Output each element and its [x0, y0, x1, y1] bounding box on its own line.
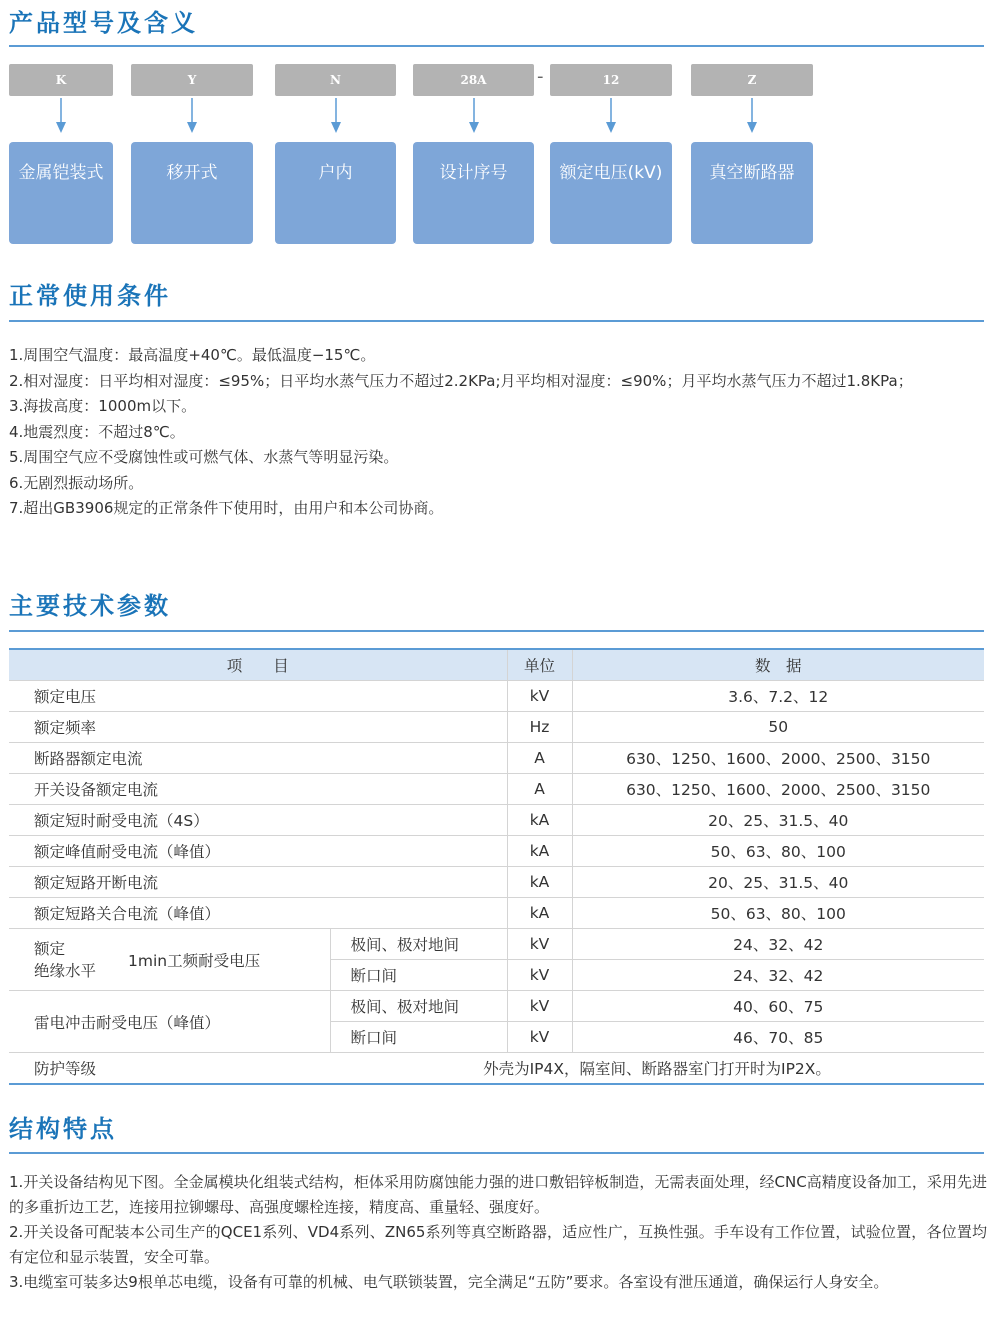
conditions-section-title: 正常使用条件	[9, 282, 171, 310]
table-row	[9, 743, 984, 774]
row-item: 额定电压	[9, 681, 507, 712]
table-row	[9, 929, 984, 960]
power-frequency-label: 1min工频耐受电压	[128, 951, 261, 970]
table-row	[9, 805, 984, 836]
sub-item: 极间、极对地间	[330, 929, 507, 960]
row-unit: A	[507, 743, 572, 774]
lightning-impulse-label: 雷电冲击耐受电压（峰值）	[9, 991, 330, 1053]
code-box-n: N	[275, 64, 396, 96]
arrow-down-icon	[330, 98, 342, 134]
table-row	[9, 774, 984, 805]
header-item: 项 目	[9, 649, 507, 681]
table-header-row	[9, 649, 984, 681]
arrow-down-icon	[605, 98, 617, 134]
row-unit: kV	[507, 681, 572, 712]
table-row	[9, 681, 984, 712]
row-unit: kV	[507, 1022, 572, 1053]
row-unit: kV	[507, 929, 572, 960]
meaning-metal-clad: 金属铠装式	[9, 142, 113, 244]
row-value: 20、25、31.5、40	[572, 805, 984, 836]
condition-item: 5.周围空气应不受腐蚀性或可燃气体、水蒸气等明显污染。	[9, 448, 399, 466]
row-value: 630、1250、1600、2000、2500、3150	[572, 774, 984, 805]
table-row	[9, 836, 984, 867]
feature-item: 2.开关设备可配装本公司生产的QCE1系列、VD4系列、ZN65系列等真空断路器，适应性广，互换性强。手车设有工作位置，试验位置，各位置均有定位和显示装置，安全可靠。	[9, 1223, 987, 1266]
code-box-y: Y	[131, 64, 253, 96]
params-section-title: 主要技术参数	[9, 592, 171, 620]
code-box-k: K	[9, 64, 113, 96]
row-item: 开关设备额定电流	[9, 774, 507, 805]
row-item: 额定短路开断电流	[9, 867, 507, 898]
model-section-rule	[9, 45, 984, 47]
meaning-design-serial: 设计序号	[413, 142, 534, 244]
protection-item: 防护等级	[9, 1053, 330, 1085]
arrow-down-icon	[186, 98, 198, 134]
condition-item: 6.无剧烈振动场所。	[9, 473, 144, 492]
feature-item: 3.电缆室可装多达9根单芯电缆，设备有可靠的机械、电气联锁装置，完全满足“五防”要求。各室设有泄压通道，确保运行人身安全。	[9, 1273, 889, 1291]
row-value: 46、70、85	[572, 1022, 984, 1053]
table-row	[9, 898, 984, 929]
table-row	[9, 712, 984, 743]
feature-item: 1.开关设备结构见下图。全金属模块化组装式结构，柜体采用防腐蚀能力强的进口敷铝锌板制造，无需表面处理，经CNC高精度设备加工，采用先进的多重折边工艺，连接用拉铆螺母、高强度螺栓连接，精度高、重量轻、强度好。	[9, 1173, 987, 1216]
condition-item: 1.周围空气温度：最高温度+40℃。最低温度−15℃。	[9, 346, 376, 364]
row-value: 50、63、80、100	[572, 898, 984, 929]
row-unit: kV	[507, 991, 572, 1022]
row-value: 20、25、31.5、40	[572, 867, 984, 898]
row-unit: A	[507, 774, 572, 805]
insulation-label-line2: 绝缘水平	[34, 961, 97, 980]
meaning-rated-voltage: 额定电压(kV)	[550, 142, 672, 244]
row-unit: Hz	[507, 712, 572, 743]
row-unit: kA	[507, 836, 572, 867]
row-item: 额定频率	[9, 712, 507, 743]
row-value: 24、32、42	[572, 929, 984, 960]
row-unit: kV	[507, 960, 572, 991]
row-unit: kA	[507, 805, 572, 836]
insulation-label-line1: 额定	[34, 939, 66, 958]
arrow-down-icon	[55, 98, 67, 134]
row-unit: kA	[507, 898, 572, 929]
row-item: 额定短时耐受电流（4S）	[9, 805, 507, 836]
table-row	[9, 1053, 984, 1085]
row-value: 3.6、7.2、12	[572, 681, 984, 712]
condition-item: 7.超出GB3906规定的正常条件下使用时，由用户和本公司协商。	[9, 499, 444, 517]
row-value: 40、60、75	[572, 991, 984, 1022]
header-data: 数 据	[572, 649, 984, 681]
params-section-rule	[9, 630, 984, 632]
meaning-indoor: 户内	[275, 142, 396, 244]
features-list	[9, 1170, 987, 1295]
meaning-vacuum-breaker: 真空断路器	[691, 142, 813, 244]
sub-item: 极间、极对地间	[330, 991, 507, 1022]
table-row	[9, 991, 984, 1022]
insulation-label-cell	[9, 929, 330, 991]
row-item: 额定短路关合电流（峰值）	[9, 898, 507, 929]
row-unit: kA	[507, 867, 572, 898]
sub-item: 断口间	[330, 960, 507, 991]
row-value: 50	[572, 712, 984, 743]
params-table	[9, 648, 984, 1085]
conditions-section-rule	[9, 320, 984, 322]
features-section-rule	[9, 1152, 984, 1154]
code-box-12: 12	[550, 64, 672, 96]
row-value: 50、63、80、100	[572, 836, 984, 867]
protection-value: 外壳为IP4X，隔室间、断路器室门打开时为IP2X。	[330, 1053, 984, 1085]
header-unit: 单位	[507, 649, 572, 681]
condition-item: 4.地震烈度：不超过8℃。	[9, 422, 185, 441]
row-item: 额定峰值耐受电流（峰值）	[9, 836, 507, 867]
conditions-list	[9, 343, 989, 522]
model-section-title: 产品型号及含义	[9, 9, 198, 37]
features-section-title: 结构特点	[9, 1115, 117, 1143]
arrow-down-icon	[468, 98, 480, 134]
arrow-down-icon	[746, 98, 758, 134]
sub-item: 断口间	[330, 1022, 507, 1053]
table-row	[9, 867, 984, 898]
row-value: 24、32、42	[572, 960, 984, 991]
condition-item: 3.海拔高度：1000m以下。	[9, 397, 197, 415]
condition-item: 2.相对湿度：日平均相对湿度：≤95%；日平均水蒸气压力不超过2.2KPa;月平均相对湿度：≤90%；月平均水蒸气压力不超过1.8KPa；	[9, 371, 913, 390]
code-separator: -	[537, 66, 544, 87]
row-item: 断路器额定电流	[9, 743, 507, 774]
code-box-28a: 28A	[413, 64, 534, 96]
meaning-withdrawable: 移开式	[131, 142, 253, 244]
code-box-z: Z	[691, 64, 813, 96]
row-value: 630、1250、1600、2000、2500、3150	[572, 743, 984, 774]
